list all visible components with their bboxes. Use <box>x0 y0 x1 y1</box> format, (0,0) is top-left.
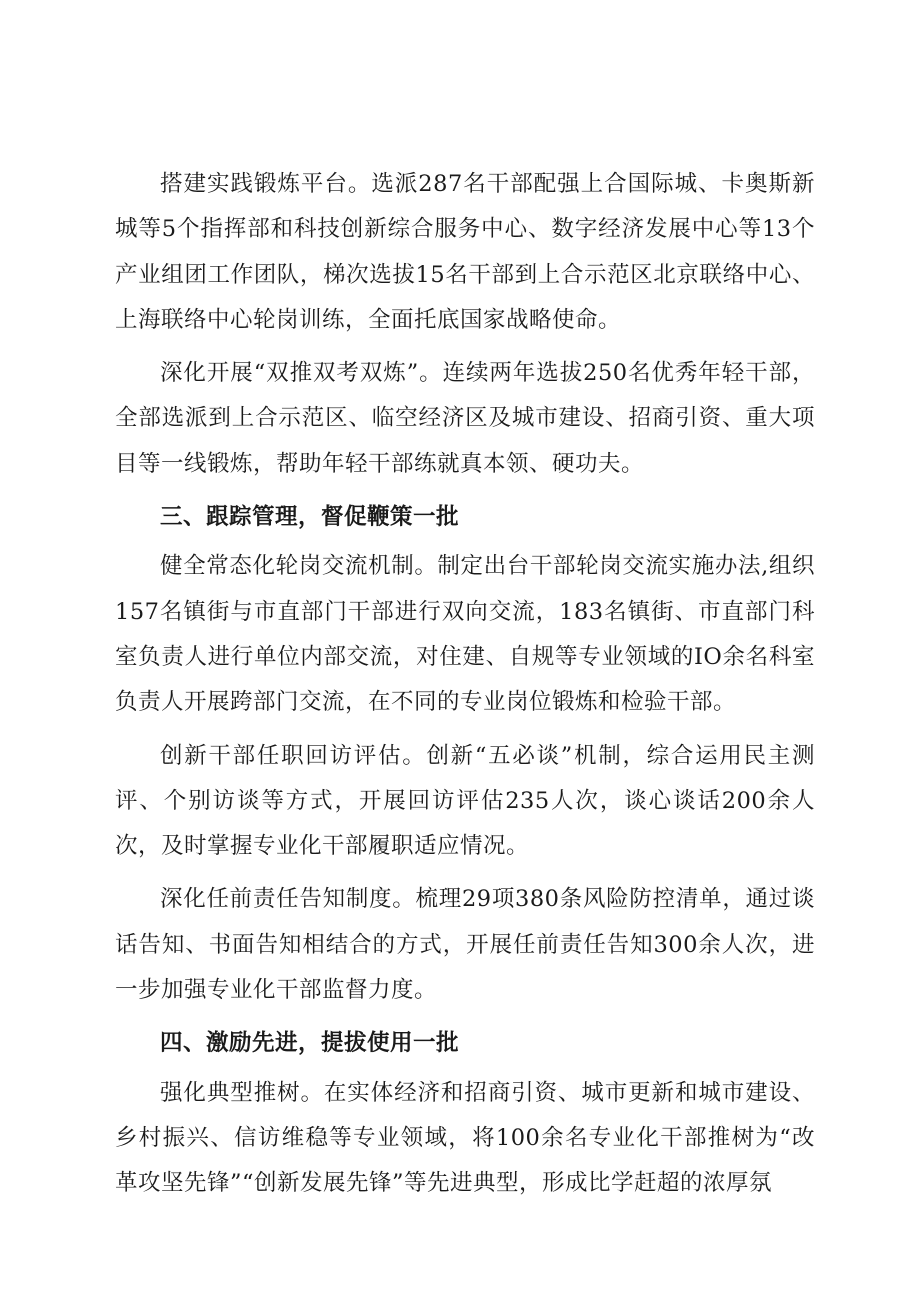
section-heading-incentive: 四、激励先进，提拔使用一批 <box>160 1030 460 1057</box>
section-heading-tracking: 三、跟踪管理，督促鞭策一批 <box>160 504 460 531</box>
paragraph-rotation-mechanism: 健全常态化轮岗交流机制。制定出台干部轮岗交流实施办法,组织157名镇街与市直部门干部进行双向交流，183名镇街、市直部门科室负责人进行单位内部交流，对住建、自规等专业领域的IO余名科室负责人开展跨部门交流，在不同的专业岗位锻炼和检验干部。 <box>115 553 815 716</box>
paragraph-revisit-evaluation: 创新干部任职回访评估。创新“五必谈”机制，综合运用民主测评、个别访谈等方式，开展回访评估235人次，谈心谈话200余人次，及时掌握专业化干部履职适应情况。 <box>115 742 815 860</box>
paragraph-model-promotion: 强化典型推树。在实体经济和招商引资、城市更新和城市建设、乡村振兴、信访维稳等专业领域，将100余名专业化干部推树为“改革攻坚先锋”“创新发展先锋”等先进典型，形成比学赶超的浓厚氛 <box>115 1079 815 1197</box>
paragraph-double-push: 深化开展“双推双考双炼”。连续两年选拔250名优秀年轻干部，全部选派到上合示范区、临空经济区及城市建设、招商引资、重大项目等一线锻炼，帮助年轻干部练就真本领、硬功夫。 <box>115 360 815 477</box>
paragraph-practice-platform: 搭建实践锻炼平台。选派287名干部配强上合国际城、卡奥斯新城等5个指挥部和科技创新综合服务中心、数字经济发展中心等13个产业组团工作团队，梯次选拔15名干部到上合示范区北京联络中心、上海联络中心轮岗训练，全面托底国家战略使命。 <box>115 171 815 333</box>
document-body <box>115 162 815 1215</box>
paragraph-responsibility-notice: 深化任前责任告知制度。梳理29项380条风险防控清单，通过谈话告知、书面告知相结合的方式，开展任前责任告知300余人次，进一步加强专业化干部监督力度。 <box>115 886 815 1004</box>
